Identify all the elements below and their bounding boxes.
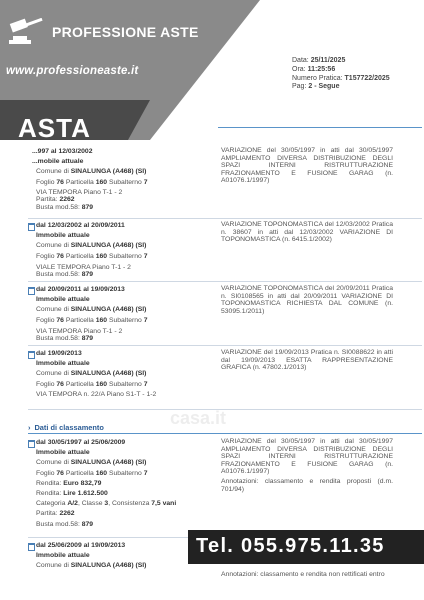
busta-value: 879: [81, 335, 94, 343]
meta-pag-label: Pag:: [292, 83, 307, 91]
entry-address: VIALE TEMPORA Piano T-1 - 2: [36, 263, 131, 271]
rendita-lire-value: Lire 1.612.500: [63, 490, 108, 498]
subalterno-label: Subalterno: [108, 316, 142, 324]
phone-number[interactable]: Tel. 055.975.11.35: [196, 535, 385, 557]
classe-label: , Classe: [77, 500, 103, 508]
comune-label: Comune di: [36, 370, 69, 378]
entry-note: VARIAZIONE del 19/09/2013 Pratica n. SI0088622 in atti dal 19/09/2013 ESATTA RAPPRESENTAZIONE GRAFICA (n. 47802.1/2013): [221, 349, 393, 372]
asta-banner: ASTA: [18, 113, 91, 143]
subalterno-label: Subalterno: [108, 469, 142, 477]
entry-separator: [28, 281, 422, 282]
busta-value: 879: [81, 271, 94, 279]
rendita-value: Euro 832,79: [63, 479, 102, 487]
entry-annotation: Annotazioni: classamento e rendita proposti (d.m. 701/94): [221, 478, 393, 493]
meta-data-label: Data:: [292, 57, 309, 64]
foglio-value: 76: [56, 178, 64, 186]
foglio-label: Foglio: [36, 316, 55, 324]
brand-name: PROFESSIONE ASTE: [52, 24, 199, 40]
entry-date: ...997 al 12/03/2002: [32, 148, 93, 155]
comune-value: SINALUNGA (A468) (SI): [70, 459, 147, 467]
categoria-label: Categoria: [36, 500, 66, 508]
foglio-label: Foglio: [36, 252, 55, 260]
comune-value: SINALUNGA (A468) (SI): [70, 242, 147, 250]
comune-value: SINALUNGA (A468) (SI): [70, 168, 147, 176]
busta-label: Busta mod.58:: [36, 204, 80, 211]
calendar-icon: [28, 351, 35, 359]
entry-title: Immobile attuale: [36, 296, 90, 304]
comune-label: Comune di: [36, 306, 69, 314]
subalterno-label: Subalterno: [108, 380, 142, 388]
comune-value: SINALUNGA (A468) (SI): [70, 306, 147, 314]
particella-value: 160: [95, 178, 108, 186]
particella-label: Particella: [65, 380, 94, 388]
subalterno-value: 7: [143, 316, 148, 324]
busta-label: Busta mod.58:: [36, 335, 80, 343]
foglio-value: 76: [56, 469, 64, 477]
chevron-right-icon: ›: [28, 423, 31, 432]
meta-ora-label: Ora:: [292, 65, 306, 73]
entry-title: Immobile attuale: [36, 360, 90, 368]
comune-value: SINALUNGA (A468) (SI): [70, 562, 147, 570]
subalterno-value: 7: [143, 469, 148, 477]
section-heading: [28, 423, 104, 432]
busta-label: Busta mod.58:: [36, 520, 80, 528]
particella-label: Particella: [65, 469, 94, 477]
subalterno-value: 7: [143, 380, 148, 388]
comune-label: Comune di: [36, 562, 69, 570]
entry-note: VARIAZIONE del 30/05/1997 in atti dal 30/05/1997 AMPLIAMENTO DIVERSA DISTRIBUZIONE DEGLI SPAZI INTERNI RISTRUTTURAZIONE FRAZIONAMENTO E FUSIONE GARAG (n. A01076.1/1997): [221, 147, 393, 185]
classe-value: 3: [104, 500, 109, 508]
subalterno-value: 7: [143, 252, 148, 260]
subalterno-value: 7: [143, 178, 148, 186]
entry-separator: [28, 218, 422, 219]
section-rule: [28, 433, 422, 434]
section-title: Dati di classamento: [34, 423, 104, 432]
entry-note: VARIAZIONE TOPONOMASTICA del 12/03/2002 Pratica n. 38607 in atti dal 12/03/2002 VARIAZIONE DI TOPONOMASTICA (n. 6415.1/2002): [221, 221, 393, 244]
busta-label: Busta mod.58:: [36, 271, 80, 279]
comune-label: Comune di: [36, 242, 69, 250]
particella-label: Particella: [65, 252, 94, 260]
consistenza-value: 7,5 vani: [151, 500, 177, 508]
entry-date: dal 19/09/2013: [36, 350, 82, 357]
foglio-label: Foglio: [36, 469, 55, 477]
header-rule: [218, 127, 422, 128]
foglio-label: Foglio: [36, 178, 55, 186]
foglio-value: 76: [56, 252, 64, 260]
entry-address: VIA TEMPORA n. 22/A Piano S1-T - 1-2: [36, 390, 157, 398]
entry-date: dal 25/06/2009 al 19/09/2013: [36, 542, 126, 549]
comune-value: SINALUNGA (A468) (SI): [70, 370, 147, 378]
entry-date: dal 12/03/2002 al 20/09/2011: [36, 222, 125, 229]
entry-annotation: Annotazioni: classamento e rendita non rettificati entro: [221, 571, 385, 578]
calendar-icon: [28, 440, 35, 448]
particella-value: 160: [95, 252, 108, 260]
document-meta: [292, 57, 390, 92]
entry-address: VIA TEMPORA Piano T-1 - 2: [36, 327, 123, 335]
rendita-lire-label: Rendita:: [36, 490, 62, 498]
entry-title: Immobile attuale: [36, 232, 90, 240]
entry-address: VIA TEMPORA Piano T-1 - 2: [36, 188, 123, 196]
particella-label: Particella: [65, 316, 94, 324]
meta-data-value: 25/11/2025: [310, 57, 346, 64]
entry-date: dal 30/05/1997 al 25/06/2009: [36, 439, 126, 446]
foglio-label: Foglio: [36, 380, 55, 388]
calendar-icon: [28, 543, 35, 551]
rendita-label: Rendita:: [36, 479, 62, 487]
consistenza-label: , Consistenza: [108, 500, 150, 508]
entry-title: Immobile attuale: [36, 552, 90, 560]
categoria-value: A/2: [67, 500, 78, 508]
partita-value: 2262: [59, 510, 75, 518]
entry-note: VARIAZIONE del 30/05/1997 in atti dal 30/05/1997 AMPLIAMENTO DIVERSA DISTRIBUZIONE DEGLI SPAZI INTERNI RISTRUTTURAZIONE FRAZIONAMENTO E FUSIONE GARAG (n. A01076.1/1997): [221, 438, 393, 476]
website-link[interactable]: www.professioneaste.it: [6, 65, 139, 77]
subalterno-label: Subalterno: [108, 252, 142, 260]
entry-date: dal 20/09/2011 al 19/09/2013: [36, 286, 125, 293]
partita-label: Partita:: [36, 510, 58, 518]
calendar-icon: [28, 223, 35, 231]
watermark: casa.it: [170, 408, 227, 428]
meta-ora-value: 11:25:56: [307, 65, 336, 73]
particella-value: 160: [95, 316, 108, 324]
entry-title: Immobile attuale: [36, 449, 90, 457]
entry-title: ...mobile attuale: [32, 158, 84, 166]
particella-value: 160: [95, 469, 108, 477]
particella-label: Particella: [65, 178, 94, 186]
foglio-value: 76: [56, 316, 64, 324]
meta-pratica-label: Numero Pratica:: [292, 74, 343, 82]
subalterno-label: Subalterno: [108, 178, 142, 186]
entry-separator: [28, 345, 422, 346]
partita-label: Partita:: [36, 196, 58, 204]
comune-label: Comune di: [36, 459, 69, 467]
particella-value: 160: [95, 380, 108, 388]
entry-note: VARIAZIONE TOPONOMASTICA del 20/09/2011 Pratica n. SI0108565 in atti dal 20/09/2011 VARIAZIONE DI TOPONOMASTICA RICHIESTA DAL COMUNE (n. 53095.1/2011): [221, 285, 393, 315]
meta-pratica-value: T157722/2025: [344, 74, 390, 82]
busta-value: 879: [81, 204, 94, 211]
comune-label: Comune di: [36, 168, 69, 176]
busta-value: 879: [81, 520, 94, 528]
calendar-icon: [28, 287, 35, 295]
foglio-value: 76: [56, 380, 64, 388]
meta-pag-value: 2 - Segue: [308, 83, 340, 91]
gavel-icon: [7, 18, 51, 48]
partita-value: 2262: [59, 196, 75, 204]
